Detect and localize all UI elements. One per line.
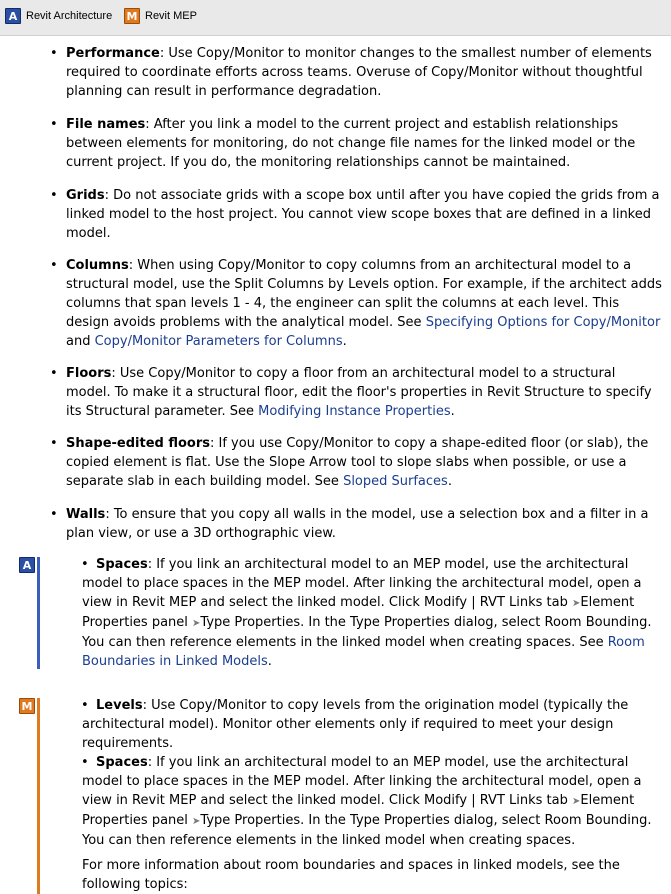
revit-mep-icon: M — [19, 698, 35, 714]
period: . — [267, 654, 272, 669]
list-item-levels-mep — [82, 696, 662, 753]
arrow-icon: ➤ — [572, 598, 581, 609]
mep-section-bar — [37, 698, 40, 894]
link-room-boundaries[interactable]: Room Boundaries in Linked Models — [82, 635, 645, 669]
bullet-icon: • — [50, 507, 58, 522]
term: Levels — [96, 698, 143, 713]
list-item-grids — [50, 186, 662, 243]
product-revit-mep[interactable] — [124, 7, 197, 25]
list-item-performance — [50, 44, 662, 101]
link-modifying-instance-properties[interactable]: Modifying Instance Properties — [258, 404, 451, 419]
description-3: Type Properties. In the Type Properties dialog, select Room Bounding. You can then reference elements in the linked model when creating spaces. — [82, 813, 652, 848]
description-2: Element Properties panel — [82, 595, 635, 630]
revit-architecture-icon: A — [19, 557, 35, 573]
term: Floors — [66, 366, 112, 381]
bullet-icon: • — [81, 755, 89, 770]
description: : When using Copy/Monitor to copy columns from an architectural model to a structural model, use the Split Columns by Levels option. For example, if the architect adds columns that span levels 1 - 4, the engineer can split the columns at each level. This design avoids problems with the analytical model. See — [66, 258, 662, 330]
bullet-icon: • — [50, 366, 58, 381]
list-item-columns — [50, 256, 662, 351]
bullet-icon: • — [50, 117, 58, 132]
more-info-paragraph: For more information about room boundaries and spaces in linked models, see the following topics: — [82, 858, 620, 892]
arrow-icon: ➤ — [572, 796, 581, 807]
description: : Do not associate grids with a scope box until after you have copied the grids from a linked model to the host project. You cannot view scope boxes that are defined in a linked model. — [66, 188, 660, 241]
product-label: Revit MEP — [145, 10, 197, 22]
link-sloped-surfaces[interactable]: Sloped Surfaces — [343, 474, 448, 489]
list-item-file-names — [50, 115, 662, 172]
description: : If you link an architectural model to an MEP model, use the architectural model to place spaces in the MEP model. After linking the architectural model, open a view in Revit MEP and select the linked model. Click Modify | RVT Links tab — [82, 755, 642, 808]
architecture-section-bar — [37, 557, 40, 669]
term: File names — [66, 117, 146, 132]
list-item-walls — [50, 505, 662, 543]
product-filter-bar — [0, 0, 671, 36]
bullet-icon: • — [81, 698, 89, 713]
bullet-icon: • — [50, 46, 58, 61]
bullet-icon: • — [50, 436, 58, 451]
term: Spaces — [96, 755, 148, 770]
connector-text: and — [66, 334, 95, 349]
term: Columns — [66, 258, 129, 273]
revit-mep-icon: M — [124, 8, 140, 24]
period: . — [450, 404, 455, 419]
description: : After you link a model to the current project and establish relationships between elements for monitoring, do not change file names for the linked model or the current project. If you do, the monitoring relationships cannot be maintained. — [66, 117, 636, 170]
bullet-icon: • — [81, 557, 89, 572]
product-revit-architecture[interactable] — [5, 7, 112, 25]
period: . — [342, 334, 347, 349]
term: Grids — [66, 188, 105, 203]
description: : Use Copy/Monitor to copy a floor from an architectural model to a structural model. To make it a structural floor, edit the floor's properties in Revit Structure to specify its Structural parameter. See — [66, 366, 652, 419]
link-specifying-options[interactable]: Specifying Options for Copy/Monitor — [425, 315, 661, 330]
description: : If you link an architectural model to an MEP model, use the architectural model to place spaces in the MEP model. After linking the architectural model, open a view in Revit MEP and select the linked model. Click Modify | RVT Links tab — [82, 557, 642, 610]
period: . — [447, 474, 452, 489]
list-item-spaces-architecture — [82, 555, 662, 671]
list-item-spaces-mep — [82, 753, 662, 850]
list-item-shape-edited-floors — [50, 434, 662, 491]
description-2: Element Properties panel — [82, 793, 635, 828]
term: Performance — [66, 46, 160, 61]
description-3: Type Properties. In the Type Properties dialog, select Room Bounding. You can then reference elements in the linked model when creating spaces. See — [82, 615, 652, 650]
description: : To ensure that you copy all walls in the model, use a selection box and a filter in a plan view, or use a 3D orthographic view. — [66, 507, 649, 541]
arrow-icon: ➤ — [192, 618, 201, 629]
description: : If you use Copy/Monitor to copy a shape-edited floor (or slab), the copied element is flat. Use the Slope Arrow tool to slope slabs when possible, or use a separate slab in each building model. See — [66, 436, 649, 489]
description: : Use Copy/Monitor to monitor changes to the smallest number of elements required to coordinate efforts across teams. Overuse of Copy/Monitor without thoughtful planning can result in performance degradation. — [66, 46, 652, 99]
list-item-floors — [50, 364, 662, 421]
product-label: Revit Architecture — [26, 10, 113, 22]
link-copy-monitor-columns[interactable]: Copy/Monitor Parameters for Columns — [94, 334, 343, 349]
term: Shape-edited floors — [66, 436, 210, 451]
revit-architecture-icon: A — [5, 8, 21, 24]
term: Walls — [66, 507, 106, 522]
bullet-icon: • — [50, 188, 58, 203]
description: : Use Copy/Monitor to copy levels from the origination model (typically the architectural model). Monitor other elements only if required to meet your design requirements. — [82, 698, 629, 751]
bullet-icon: • — [50, 258, 58, 273]
arrow-icon: ➤ — [192, 816, 201, 827]
term: Spaces — [96, 557, 148, 572]
